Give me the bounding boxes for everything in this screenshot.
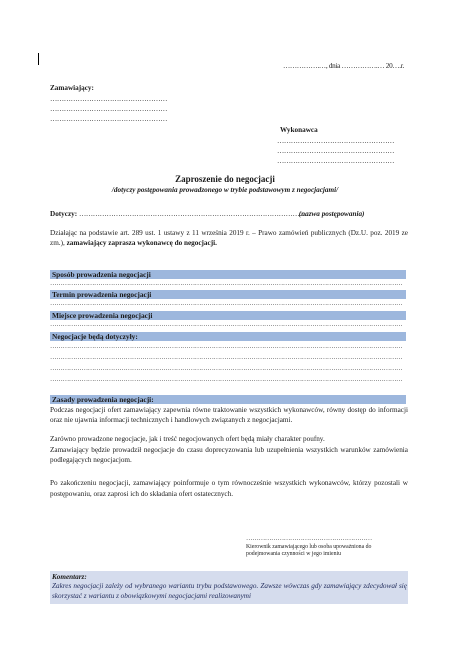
zamawiajacy-line-1: ……………………………………………: [50, 95, 168, 103]
document-subtitle: /dotyczy postępowania prowadzonego w trybie podstawowym z negocjacjami/: [111, 186, 339, 194]
text-cursor: [38, 53, 39, 65]
negocjacje-dots-4: ……………………………………………………………………………………………………………………………………………………: [50, 376, 403, 383]
comment-text: Zakres negocjacji zależy od wybranego wariantu trybu podstawowego. Zawsze wówczas gdy zamawiający zdecydował się skorzystać z wariantu z obowiązkowymi negocjacjami realizowanymi: [52, 582, 407, 600]
negocjacje-dots-1: ……………………………………………………………………………………………………………………………………………………: [50, 343, 403, 350]
zamawiajacy-line-3: ……………………………………………: [50, 115, 168, 123]
section-label-sposob: Sposób prowadzenia negocjacji: [52, 270, 151, 279]
section-dots-miejsce: ……………………………………………………………………………………………………………………………………………………: [50, 321, 403, 328]
zasady-paragraph-1: Podczas negocjacji ofert zamawiający zapewnia równe traktowanie wszystkich wykonawców, równy dostęp do informacji oraz nie ujawnia informacji technicznych i handlowych związanych z negocjacjami.: [50, 406, 408, 424]
dotyczy-line: [50, 210, 410, 219]
intro-bold: zamawiający zaprasza wykonawcę do negocjacji.: [66, 239, 217, 247]
section-label-zasady: Zasady prowadzenia negocjacji:: [52, 395, 154, 404]
comment-label: Komentarz:: [52, 573, 87, 581]
signature-caption-2: podejmowania czynności w jego imieniu: [246, 551, 341, 557]
zamawiajacy-label: Zamawiający:: [50, 84, 94, 92]
section-label-negocjacje: Negocjacje będą dotyczyły:: [52, 332, 138, 341]
negocjacje-dots-3: ……………………………………………………………………………………………………………………………………………………: [50, 365, 403, 372]
zamawiajacy-line-2: ……………………………………………: [50, 105, 168, 113]
wykonawca-label: Wykonawca: [280, 126, 318, 134]
section-label-miejsce: Miejsce prowadzenia negocjacji: [52, 311, 153, 320]
signature-dots: ……………………………………………………: [246, 535, 372, 542]
dotyczy-suffix: (nazwa postępowania): [298, 210, 365, 218]
section-label-termin: Termin prowadzenia negocjacji: [52, 290, 152, 299]
date-line: …………….…, dnia …………….… 20….r.: [283, 62, 404, 70]
intro-plain: Działając na podstawie art. 289 ust. 1 ustawy z 11 września 2019 r. – Prawo zamówień publicznych (Dz.U. poz. 2019 ze zm.),: [50, 229, 408, 247]
closing-paragraph: Po zakończeniu negocjacji, zamawiający poinformuje o tym równocześnie wszystkich wykonawców, którzy pozostali w postępowaniu, oraz zaprosi ich do składania ofert ostatecznych.: [50, 479, 408, 498]
wykonawca-line-2: ……………………………………………: [277, 147, 395, 155]
negocjacje-dots-2: ……………………………………………………………………………………………………………………………………………………: [50, 354, 403, 361]
dotyczy-dots: ………………………………………………………………………………………: [78, 210, 307, 218]
zasady-paragraph-3: Zamawiający będzie prowadził negocjacje do czasu doprecyzowania lub uzupełnienia wszystkich warunków zamówienia podlegających negocjacjom.: [50, 446, 408, 464]
wykonawca-line-1: ……………………………………………: [277, 137, 395, 145]
section-dots-sposob: ……………………………………………………………………………………………………………………………………………………: [50, 280, 403, 287]
signature-caption-1: Kierownik zamawiającego lub osoba upoważniona do: [246, 544, 372, 550]
document-title: Zaproszenie do negocjacji: [175, 174, 275, 184]
section-dots-termin: ……………………………………………………………………………………………………………………………………………………: [50, 300, 403, 307]
intro-paragraph: [50, 228, 408, 248]
dotyczy-label: Dotyczy:: [50, 210, 78, 218]
wykonawca-line-3: ……………………………………………: [277, 157, 395, 165]
zasady-paragraph-2: Zarówno prowadzone negocjacje, jak i treść negocjowanych ofert będą miały charakter poufny.: [50, 435, 325, 443]
